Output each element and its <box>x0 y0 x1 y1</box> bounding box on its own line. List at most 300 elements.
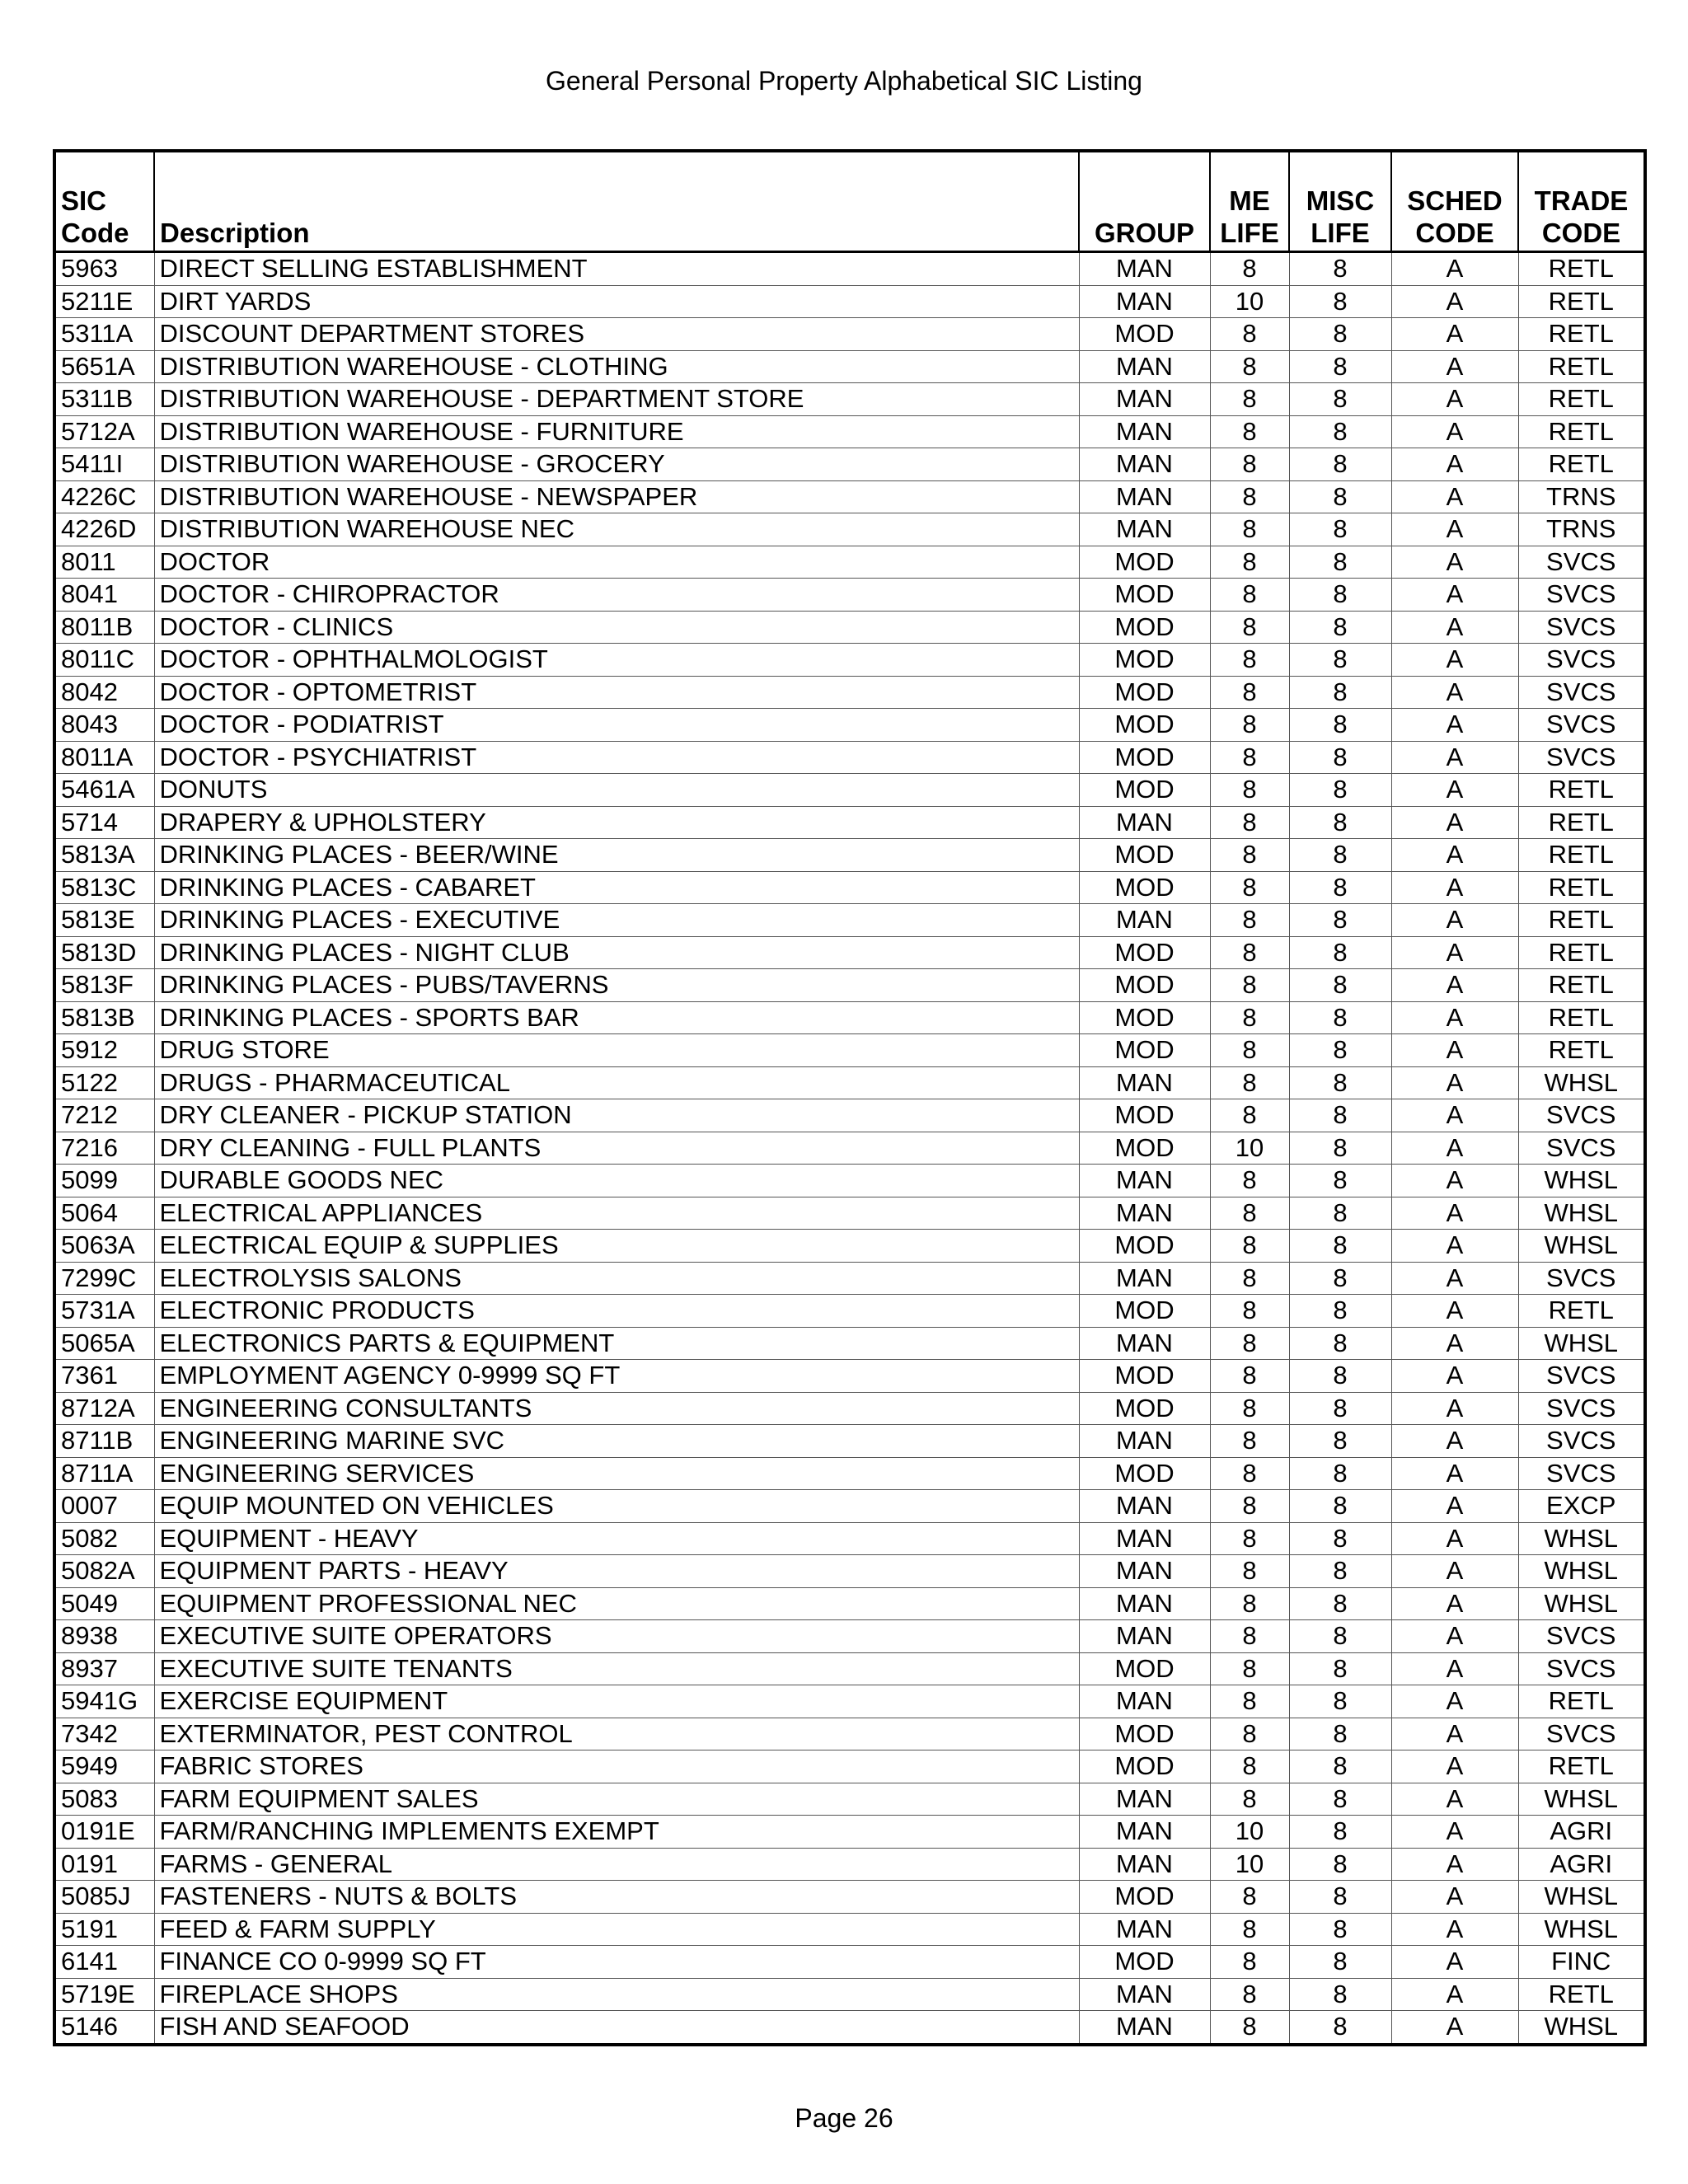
me-life-cell: 10 <box>1210 1848 1289 1881</box>
group-cell: MOD <box>1079 1230 1210 1263</box>
group-cell: MOD <box>1079 579 1210 612</box>
page-title: General Personal Property Alphabetical SIC Listing <box>546 66 1142 96</box>
sic-code-cell: 5813F <box>54 969 154 1002</box>
me-life-cell: 8 <box>1210 839 1289 872</box>
misc-life-cell: 8 <box>1289 1946 1391 1979</box>
trade-code-cell: WHSL <box>1518 2011 1645 2045</box>
me-life-cell: 10 <box>1210 1816 1289 1849</box>
trade-code-cell: RETL <box>1518 1034 1645 1067</box>
table-row <box>54 1295 1645 1328</box>
trade-code-cell: SVCS <box>1518 1132 1645 1165</box>
trade-code-cell: WHSL <box>1518 1555 1645 1588</box>
sic-code-cell: 5813B <box>54 1001 154 1034</box>
table-row <box>54 904 1645 937</box>
sched-code-cell: A <box>1391 480 1518 513</box>
description-cell: DOCTOR - OPTOMETRIST <box>154 676 1079 709</box>
description-cell: DOCTOR - CHIROPRACTOR <box>154 579 1079 612</box>
header-sched-line1: SCHED <box>1407 185 1503 216</box>
sched-code-cell: A <box>1391 774 1518 807</box>
trade-code-cell: WHSL <box>1518 1783 1645 1816</box>
trade-code-cell: RETL <box>1518 1685 1645 1718</box>
group-cell: MOD <box>1079 1946 1210 1979</box>
group-cell: MAN <box>1079 480 1210 513</box>
description-cell: DISTRIBUTION WAREHOUSE - FURNITURE <box>154 415 1079 448</box>
trade-code-cell: EXCP <box>1518 1490 1645 1523</box>
me-life-cell: 8 <box>1210 1099 1289 1132</box>
trade-code-cell: SVCS <box>1518 579 1645 612</box>
group-cell: MAN <box>1079 1978 1210 2011</box>
table-row <box>54 1066 1645 1099</box>
sched-code-cell: A <box>1391 1881 1518 1914</box>
sic-code-cell: 5731A <box>54 1295 154 1328</box>
trade-code-cell: AGRI <box>1518 1848 1645 1881</box>
description-cell: DISTRIBUTION WAREHOUSE - DEPARTMENT STORE <box>154 383 1079 416</box>
description-cell: DRAPERY & UPHOLSTERY <box>154 806 1079 839</box>
table-row <box>54 1392 1645 1425</box>
table-row <box>54 1783 1645 1816</box>
table-row <box>54 1881 1645 1914</box>
sic-code-cell: 4226D <box>54 513 154 546</box>
description-cell: DOCTOR - PODIATRIST <box>154 709 1079 742</box>
sic-code-cell: 5082 <box>54 1522 154 1555</box>
sic-code-cell: 5085J <box>54 1881 154 1914</box>
trade-code-cell: SVCS <box>1518 1620 1645 1653</box>
me-life-cell: 8 <box>1210 1718 1289 1750</box>
group-cell: MAN <box>1079 1327 1210 1360</box>
sched-code-cell: A <box>1391 1165 1518 1197</box>
group-cell: MOD <box>1079 1295 1210 1328</box>
sched-code-cell: A <box>1391 1652 1518 1685</box>
group-cell: MAN <box>1079 1066 1210 1099</box>
me-life-cell: 8 <box>1210 1001 1289 1034</box>
misc-life-cell: 8 <box>1289 1262 1391 1295</box>
group-cell: MAN <box>1079 806 1210 839</box>
header-group <box>1079 151 1210 252</box>
sic-code-cell: 5461A <box>54 774 154 807</box>
trade-code-cell: SVCS <box>1518 1262 1645 1295</box>
sched-code-cell: A <box>1391 1490 1518 1523</box>
group-cell: MAN <box>1079 1620 1210 1653</box>
sic-code-cell: 8042 <box>54 676 154 709</box>
me-life-cell: 8 <box>1210 546 1289 579</box>
me-life-cell: 8 <box>1210 1392 1289 1425</box>
misc-life-cell: 8 <box>1289 1750 1391 1783</box>
table-row <box>54 1457 1645 1490</box>
misc-life-cell: 8 <box>1289 1392 1391 1425</box>
description-cell: DRINKING PLACES - EXECUTIVE <box>154 904 1079 937</box>
sic-code-cell: 5719E <box>54 1978 154 2011</box>
group-cell: MAN <box>1079 383 1210 416</box>
me-life-cell: 8 <box>1210 415 1289 448</box>
sic-code-cell: 5712A <box>54 415 154 448</box>
sic-code-cell: 5813E <box>54 904 154 937</box>
me-life-cell: 8 <box>1210 1913 1289 1946</box>
misc-life-cell: 8 <box>1289 1522 1391 1555</box>
group-cell: MAN <box>1079 1425 1210 1458</box>
table-row <box>54 611 1645 644</box>
trade-code-cell: WHSL <box>1518 1165 1645 1197</box>
sic-code-cell: 4226C <box>54 480 154 513</box>
description-cell: ELECTROLYSIS SALONS <box>154 1262 1079 1295</box>
sched-code-cell: A <box>1391 1555 1518 1588</box>
sched-code-cell: A <box>1391 611 1518 644</box>
sched-code-cell: A <box>1391 1230 1518 1263</box>
me-life-cell: 8 <box>1210 709 1289 742</box>
trade-code-cell: RETL <box>1518 839 1645 872</box>
group-cell: MOD <box>1079 1132 1210 1165</box>
description-cell: DRINKING PLACES - SPORTS BAR <box>154 1001 1079 1034</box>
me-life-cell: 8 <box>1210 1034 1289 1067</box>
group-cell: MOD <box>1079 644 1210 677</box>
me-life-cell: 8 <box>1210 1360 1289 1393</box>
sic-code-cell: 5083 <box>54 1783 154 1816</box>
sic-code-cell: 0007 <box>54 1490 154 1523</box>
trade-code-cell: RETL <box>1518 774 1645 807</box>
trade-code-cell: WHSL <box>1518 1587 1645 1620</box>
sic-code-cell: 5211E <box>54 285 154 318</box>
group-cell: MOD <box>1079 318 1210 351</box>
misc-life-cell: 8 <box>1289 579 1391 612</box>
table-row <box>54 676 1645 709</box>
header-sic-line2: Code <box>61 218 129 248</box>
table-row <box>54 871 1645 904</box>
description-cell: FEED & FARM SUPPLY <box>154 1913 1079 1946</box>
me-life-cell: 10 <box>1210 1132 1289 1165</box>
group-cell: MAN <box>1079 513 1210 546</box>
header-sic-code <box>54 151 154 252</box>
description-cell: ENGINEERING SERVICES <box>154 1457 1079 1490</box>
trade-code-cell: WHSL <box>1518 1327 1645 1360</box>
me-life-cell: 8 <box>1210 252 1289 286</box>
sched-code-cell: A <box>1391 1978 1518 2011</box>
table-row <box>54 1978 1645 2011</box>
sched-code-cell: A <box>1391 1946 1518 1979</box>
misc-life-cell: 8 <box>1289 285 1391 318</box>
sched-code-cell: A <box>1391 741 1518 774</box>
group-cell: MOD <box>1079 741 1210 774</box>
me-life-cell: 8 <box>1210 1490 1289 1523</box>
description-cell: FASTENERS - NUTS & BOLTS <box>154 1881 1079 1914</box>
table-row <box>54 1522 1645 1555</box>
description-cell: EQUIPMENT PARTS - HEAVY <box>154 1555 1079 1588</box>
description-cell: DOCTOR - CLINICS <box>154 611 1079 644</box>
group-cell: MOD <box>1079 709 1210 742</box>
table-row <box>54 579 1645 612</box>
misc-life-cell: 8 <box>1289 1685 1391 1718</box>
table-row <box>54 1816 1645 1849</box>
sic-code-cell: 5049 <box>54 1587 154 1620</box>
misc-life-cell: 8 <box>1289 1327 1391 1360</box>
description-cell: DOCTOR - PSYCHIATRIST <box>154 741 1079 774</box>
group-cell: MAN <box>1079 1913 1210 1946</box>
misc-life-cell: 8 <box>1289 774 1391 807</box>
misc-life-cell: 8 <box>1289 871 1391 904</box>
me-life-cell: 8 <box>1210 1327 1289 1360</box>
sic-code-cell: 5963 <box>54 252 154 286</box>
description-cell: EXTERMINATOR, PEST CONTROL <box>154 1718 1079 1750</box>
group-cell: MAN <box>1079 904 1210 937</box>
trade-code-cell: RETL <box>1518 383 1645 416</box>
sic-code-cell: 0191E <box>54 1816 154 1849</box>
misc-life-cell: 8 <box>1289 1295 1391 1328</box>
sched-code-cell: A <box>1391 1816 1518 1849</box>
group-cell: MOD <box>1079 1718 1210 1750</box>
header-misc-life <box>1289 151 1391 252</box>
description-cell: DURABLE GOODS NEC <box>154 1165 1079 1197</box>
description-cell: FABRIC STORES <box>154 1750 1079 1783</box>
sic-code-cell: 5813A <box>54 839 154 872</box>
misc-life-cell: 8 <box>1289 480 1391 513</box>
trade-code-cell: RETL <box>1518 1001 1645 1034</box>
sched-code-cell: A <box>1391 871 1518 904</box>
table-row <box>54 806 1645 839</box>
description-cell: DISCOUNT DEPARTMENT STORES <box>154 318 1079 351</box>
sic-code-cell: 8711B <box>54 1425 154 1458</box>
description-cell: EXECUTIVE SUITE OPERATORS <box>154 1620 1079 1653</box>
table-row <box>54 1685 1645 1718</box>
misc-life-cell: 8 <box>1289 2011 1391 2045</box>
description-cell: EQUIPMENT - HEAVY <box>154 1522 1079 1555</box>
sched-code-cell: A <box>1391 1262 1518 1295</box>
group-cell: MOD <box>1079 871 1210 904</box>
sic-code-cell: 8011A <box>54 741 154 774</box>
table-row <box>54 448 1645 481</box>
description-cell: DISTRIBUTION WAREHOUSE NEC <box>154 513 1079 546</box>
group-cell: MAN <box>1079 1587 1210 1620</box>
description-cell: DRINKING PLACES - NIGHT CLUB <box>154 936 1079 969</box>
sic-code-cell: 5191 <box>54 1913 154 1946</box>
description-cell: DONUTS <box>154 774 1079 807</box>
sic-code-cell: 8011 <box>54 546 154 579</box>
table-row <box>54 1099 1645 1132</box>
table-row <box>54 1132 1645 1165</box>
trade-code-cell: RETL <box>1518 1750 1645 1783</box>
sched-code-cell: A <box>1391 644 1518 677</box>
sched-code-cell: A <box>1391 1360 1518 1393</box>
sic-code-cell: 8711A <box>54 1457 154 1490</box>
sic-code-cell: 7216 <box>54 1132 154 1165</box>
description-cell: DRUGS - PHARMACEUTICAL <box>154 1066 1079 1099</box>
table-row <box>54 415 1645 448</box>
header-trade-line2: CODE <box>1541 218 1621 248</box>
sched-code-cell: A <box>1391 1099 1518 1132</box>
me-life-cell: 8 <box>1210 1881 1289 1914</box>
description-cell: ENGINEERING CONSULTANTS <box>154 1392 1079 1425</box>
trade-code-cell: SVCS <box>1518 611 1645 644</box>
sched-code-cell: A <box>1391 1066 1518 1099</box>
table-row <box>54 741 1645 774</box>
trade-code-cell: RETL <box>1518 318 1645 351</box>
misc-life-cell: 8 <box>1289 1230 1391 1263</box>
sched-code-cell: A <box>1391 1034 1518 1067</box>
sic-code-cell: 5065A <box>54 1327 154 1360</box>
group-cell: MAN <box>1079 1522 1210 1555</box>
sched-code-cell: A <box>1391 1848 1518 1881</box>
group-cell: MOD <box>1079 1750 1210 1783</box>
misc-life-cell: 8 <box>1289 1555 1391 1588</box>
header-me-life <box>1210 151 1289 252</box>
sched-code-cell: A <box>1391 383 1518 416</box>
misc-life-cell: 8 <box>1289 1490 1391 1523</box>
table-row <box>54 1360 1645 1393</box>
sched-code-cell: A <box>1391 1132 1518 1165</box>
page-number: Page 26 <box>795 2103 893 2133</box>
trade-code-cell: WHSL <box>1518 1066 1645 1099</box>
group-cell: MAN <box>1079 1685 1210 1718</box>
description-cell: DRUG STORE <box>154 1034 1079 1067</box>
description-cell: FISH AND SEAFOOD <box>154 2011 1079 2045</box>
trade-code-cell: SVCS <box>1518 1099 1645 1132</box>
me-life-cell: 8 <box>1210 1783 1289 1816</box>
group-cell: MAN <box>1079 1783 1210 1816</box>
misc-life-cell: 8 <box>1289 644 1391 677</box>
group-cell: MOD <box>1079 1457 1210 1490</box>
header-me-line1: ME <box>1229 185 1270 216</box>
table-row <box>54 285 1645 318</box>
sched-code-cell: A <box>1391 318 1518 351</box>
table-row <box>54 1327 1645 1360</box>
group-cell: MAN <box>1079 415 1210 448</box>
description-cell: ELECTRONIC PRODUCTS <box>154 1295 1079 1328</box>
misc-life-cell: 8 <box>1289 904 1391 937</box>
description-cell: DRY CLEANING - FULL PLANTS <box>154 1132 1079 1165</box>
table-row <box>54 1262 1645 1295</box>
trade-code-cell: SVCS <box>1518 1425 1645 1458</box>
group-cell: MAN <box>1079 1848 1210 1881</box>
sic-code-cell: 5714 <box>54 806 154 839</box>
sched-code-cell: A <box>1391 1620 1518 1653</box>
me-life-cell: 8 <box>1210 1457 1289 1490</box>
description-cell: EQUIPMENT PROFESSIONAL NEC <box>154 1587 1079 1620</box>
group-cell: MOD <box>1079 1392 1210 1425</box>
header-me-line2: LIFE <box>1220 218 1279 248</box>
sched-code-cell: A <box>1391 709 1518 742</box>
sic-code-cell: 8938 <box>54 1620 154 1653</box>
me-life-cell: 8 <box>1210 969 1289 1002</box>
sic-code-cell: 5146 <box>54 2011 154 2045</box>
description-cell: DIRT YARDS <box>154 285 1079 318</box>
trade-code-cell: RETL <box>1518 806 1645 839</box>
trade-code-cell: TRNS <box>1518 480 1645 513</box>
sched-code-cell: A <box>1391 1783 1518 1816</box>
group-cell: MAN <box>1079 1816 1210 1849</box>
description-cell: FARMS - GENERAL <box>154 1848 1079 1881</box>
group-cell: MAN <box>1079 285 1210 318</box>
table-row <box>54 644 1645 677</box>
group-cell: MAN <box>1079 1262 1210 1295</box>
trade-code-cell: WHSL <box>1518 1197 1645 1230</box>
sic-code-cell: 8937 <box>54 1652 154 1685</box>
misc-life-cell: 8 <box>1289 1457 1391 1490</box>
table-row <box>54 1848 1645 1881</box>
misc-life-cell: 8 <box>1289 1978 1391 2011</box>
sched-code-cell: A <box>1391 1001 1518 1034</box>
table-row <box>54 1718 1645 1750</box>
sic-code-cell: 8011B <box>54 611 154 644</box>
sic-code-cell: 8011C <box>54 644 154 677</box>
group-cell: MOD <box>1079 676 1210 709</box>
sic-code-cell: 7299C <box>54 1262 154 1295</box>
misc-life-cell: 8 <box>1289 1425 1391 1458</box>
trade-code-cell: RETL <box>1518 252 1645 286</box>
table-row <box>54 1001 1645 1034</box>
header-row <box>54 151 1645 252</box>
misc-life-cell: 8 <box>1289 1652 1391 1685</box>
header-sic-line1: SIC <box>61 185 107 216</box>
sic-code-cell: 5651A <box>54 350 154 383</box>
trade-code-cell: SVCS <box>1518 709 1645 742</box>
trade-code-cell: SVCS <box>1518 1718 1645 1750</box>
trade-code-cell: SVCS <box>1518 741 1645 774</box>
group-cell: MOD <box>1079 611 1210 644</box>
me-life-cell: 8 <box>1210 676 1289 709</box>
table-row <box>54 1165 1645 1197</box>
description-cell: FIREPLACE SHOPS <box>154 1978 1079 2011</box>
me-life-cell: 8 <box>1210 936 1289 969</box>
table-row <box>54 2011 1645 2045</box>
header-sched-code <box>1391 151 1518 252</box>
misc-life-cell: 8 <box>1289 546 1391 579</box>
me-life-cell: 8 <box>1210 806 1289 839</box>
misc-life-cell: 8 <box>1289 252 1391 286</box>
trade-code-cell: RETL <box>1518 350 1645 383</box>
sched-code-cell: A <box>1391 252 1518 286</box>
group-cell: MAN <box>1079 448 1210 481</box>
me-life-cell: 8 <box>1210 1685 1289 1718</box>
table-row <box>54 318 1645 351</box>
me-life-cell: 8 <box>1210 318 1289 351</box>
group-cell: MOD <box>1079 1881 1210 1914</box>
sic-code-cell: 8712A <box>54 1392 154 1425</box>
misc-life-cell: 8 <box>1289 1783 1391 1816</box>
trade-code-cell: SVCS <box>1518 546 1645 579</box>
trade-code-cell: RETL <box>1518 1295 1645 1328</box>
me-life-cell: 8 <box>1210 383 1289 416</box>
misc-life-cell: 8 <box>1289 350 1391 383</box>
misc-life-cell: 8 <box>1289 839 1391 872</box>
group-cell: MOD <box>1079 1034 1210 1067</box>
description-cell: DRINKING PLACES - BEER/WINE <box>154 839 1079 872</box>
description-cell: EXERCISE EQUIPMENT <box>154 1685 1079 1718</box>
table-row <box>54 1620 1645 1653</box>
group-cell: MAN <box>1079 1197 1210 1230</box>
misc-life-cell: 8 <box>1289 1816 1391 1849</box>
sched-code-cell: A <box>1391 1327 1518 1360</box>
me-life-cell: 8 <box>1210 1165 1289 1197</box>
sic-code-cell: 5912 <box>54 1034 154 1067</box>
header-trade-line1: TRADE <box>1534 185 1629 216</box>
me-life-cell: 8 <box>1210 1750 1289 1783</box>
me-life-cell: 8 <box>1210 1066 1289 1099</box>
trade-code-cell: RETL <box>1518 1978 1645 2011</box>
sic-code-cell: 5122 <box>54 1066 154 1099</box>
description-cell: DRY CLEANER - PICKUP STATION <box>154 1099 1079 1132</box>
me-life-cell: 8 <box>1210 741 1289 774</box>
trade-code-cell: WHSL <box>1518 1913 1645 1946</box>
trade-code-cell: SVCS <box>1518 644 1645 677</box>
table-row <box>54 1230 1645 1263</box>
table-row <box>54 1652 1645 1685</box>
me-life-cell: 8 <box>1210 513 1289 546</box>
description-cell: DRINKING PLACES - PUBS/TAVERNS <box>154 969 1079 1002</box>
sched-code-cell: A <box>1391 1295 1518 1328</box>
me-life-cell: 8 <box>1210 904 1289 937</box>
header-misc-line2: LIFE <box>1311 218 1370 248</box>
misc-life-cell: 8 <box>1289 1718 1391 1750</box>
table-row <box>54 774 1645 807</box>
misc-life-cell: 8 <box>1289 415 1391 448</box>
description-cell: DOCTOR <box>154 546 1079 579</box>
